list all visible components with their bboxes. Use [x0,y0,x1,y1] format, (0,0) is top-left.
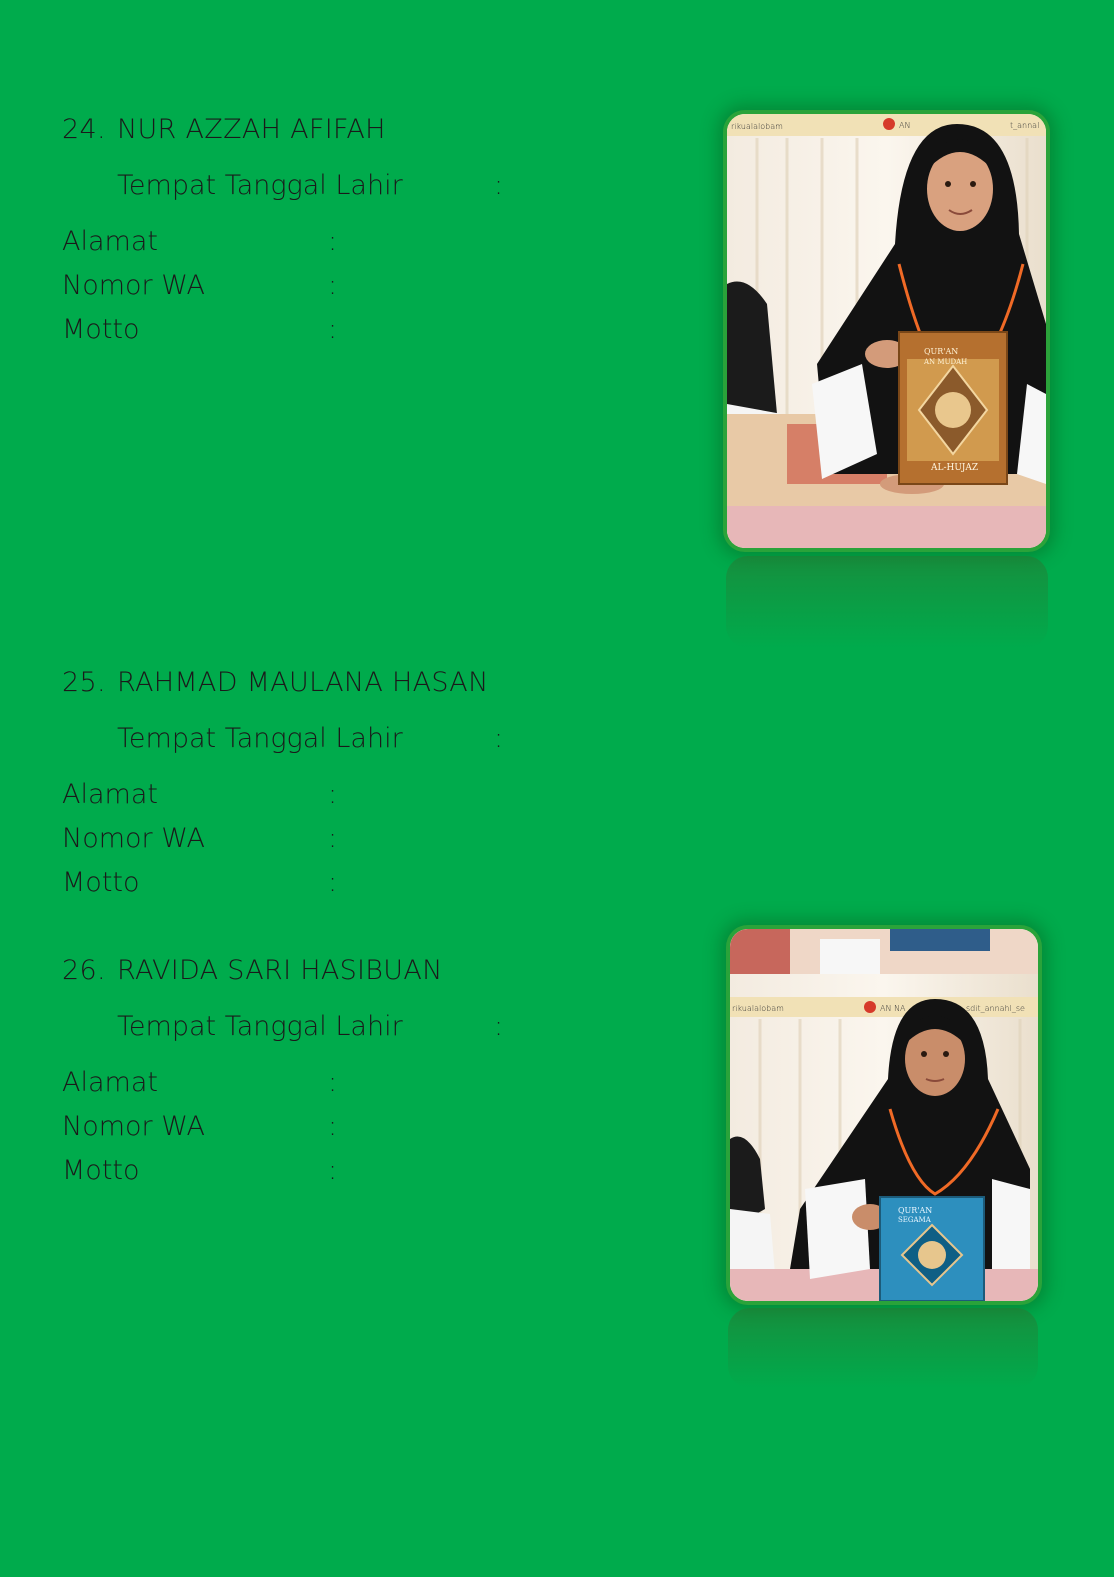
birth-place-date-label: Tempat Tanggal Lahir [117,723,403,754]
student-name: RAHMAD MAULANA HASAN [117,667,489,698]
field-colon: : [328,779,338,810]
motto-field [62,1155,338,1186]
student-photo-26 [730,929,1038,1301]
student-photo-frame-24 [723,110,1050,552]
whatsapp-field [62,1111,338,1142]
student-title [62,114,386,145]
motto-label: Motto [62,1155,140,1186]
field-colon: : [328,1155,338,1186]
whatsapp-label: Nomor WA [62,1111,205,1142]
book-sub-text: AN MUDAH [924,358,968,366]
birth-place-date-field [117,723,504,754]
field-colon: : [494,170,504,201]
student-name: NUR AZZAH AFIFAH [117,114,386,145]
whatsapp-label: Nomor WA [62,270,205,301]
student-name: RAVIDA SARI HASIBUAN [117,955,443,986]
photo-reflection [728,1308,1038,1388]
book-header-text: QUR'AN [924,347,959,356]
motto-field [62,314,338,345]
address-field [62,1067,338,1098]
birth-place-date-field [117,170,504,201]
photo-reflection [726,556,1048,648]
field-colon: : [328,226,338,257]
field-colon: : [328,1067,338,1098]
birth-place-date-label: Tempat Tanggal Lahir [117,170,403,201]
student-title [62,955,443,986]
student-title [62,667,489,698]
banner-mid-text: AN [899,121,911,130]
address-label: Alamat [62,779,158,810]
field-colon: : [328,270,338,301]
student-entry-24 [0,114,700,354]
banner-right-text: sdit_annahl_se [966,1004,1025,1013]
field-colon: : [494,1011,504,1042]
motto-label: Motto [62,314,140,345]
student-number: 25. [62,667,106,698]
motto-label: Motto [62,867,140,898]
book-header-text: QUR'AN [898,1206,933,1215]
banner-mid-text: AN NA [880,1004,906,1013]
address-label: Alamat [62,1067,158,1098]
student-photo-frame-26 [726,925,1042,1305]
student-entry-26 [0,955,700,1195]
book-sub-text: SEGAMA [898,1216,931,1224]
field-colon: : [328,314,338,345]
birth-place-date-field [117,1011,504,1042]
birth-place-date-label: Tempat Tanggal Lahir [117,1011,403,1042]
field-colon: : [328,1111,338,1142]
field-colon: : [328,867,338,898]
field-colon: : [328,823,338,854]
banner-left-text: rikualalobam [732,1004,784,1013]
banner-left-text: rikualalobam [731,122,783,131]
student-photo-24 [727,114,1046,548]
whatsapp-label: Nomor WA [62,823,205,854]
student-number: 24. [62,114,106,145]
banner-right-text: t_annal [1010,121,1040,130]
field-colon: : [494,723,504,754]
student-entry-25 [0,667,700,907]
address-field [62,779,338,810]
whatsapp-field [62,270,338,301]
address-label: Alamat [62,226,158,257]
whatsapp-field [62,823,338,854]
motto-field [62,867,338,898]
book-title-text: AL-HUJAZ [931,463,979,473]
address-field [62,226,338,257]
student-number: 26. [62,955,106,986]
